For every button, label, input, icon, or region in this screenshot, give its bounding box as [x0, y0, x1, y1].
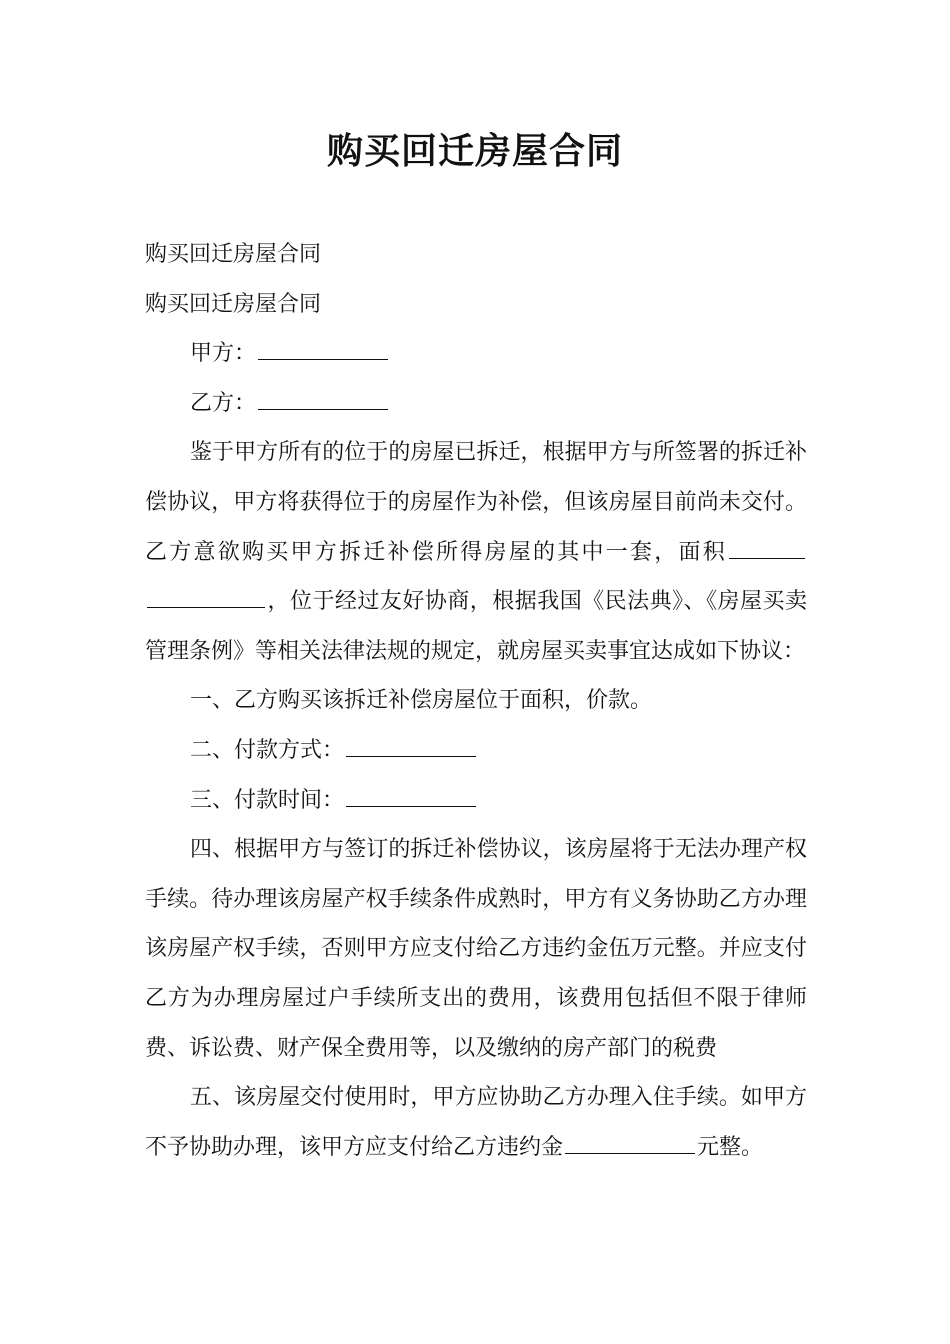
clause-5-text-2: 元整。 — [697, 1134, 764, 1160]
preamble-paragraph — [145, 428, 807, 676]
document-body — [145, 230, 807, 1172]
clause-5-text-1: 五、该房屋交付使用时，甲方应协助乙方办理入住手续。如甲方不予协助办理，该甲方应支付给乙方违约金 — [145, 1085, 807, 1160]
party-b-label: 乙方： — [190, 390, 257, 416]
clause-3-label: 三、付款时间： — [190, 787, 345, 813]
subtitle-line: 购买回迁房屋合同 — [145, 291, 322, 317]
clause-3 — [145, 776, 807, 826]
subtitle-line: 购买回迁房屋合同 — [145, 242, 322, 267]
clause-4: 四、根据甲方与签订的拆迁补偿协议，该房屋将于无法办理产权手续。待办理该房屋产权手续条件成熟时，甲方有义务协助乙方办理该房屋产权手续，否则甲方应支付给乙方违约金伍万元整。并应支付乙方为办理房屋过户手续所支出的费用，该费用包括但不限于律师费、诉讼费、财产保全费用等，以及缴纳的房产部门的税费 — [145, 837, 807, 1061]
clause-2 — [145, 726, 807, 776]
clause-2-label: 二、付款方式： — [190, 737, 345, 763]
party-a-blank — [258, 336, 388, 360]
payment-time-blank — [346, 782, 476, 806]
area-blank-continued — [147, 584, 265, 608]
party-b-blank — [258, 386, 388, 410]
document-title: 购买回迁房屋合同 — [326, 131, 623, 172]
penalty-amount-blank — [565, 1130, 695, 1154]
clause-5 — [145, 1073, 807, 1172]
area-blank — [729, 534, 805, 558]
payment-method-blank — [346, 733, 476, 757]
preamble-text-1: 鉴于甲方所有的位于的房屋已拆迁，根据甲方与所签署的拆迁补偿协议，甲方将获得位于的房屋作为补偿，但该房屋目前尚未交付。乙方意欲购买甲方拆迁补偿所得房屋的其中一套，面积 — [145, 440, 807, 565]
party-b-line — [145, 379, 807, 429]
party-a-line — [145, 329, 807, 379]
clause-1: 一、乙方购买该拆迁补偿房屋位于面积，价款。 — [190, 688, 653, 714]
party-a-label: 甲方： — [190, 341, 257, 367]
preamble-text-2: ，位于经过友好协商，根据我国《民法典》、《房屋买卖管理条例》等相关法律法规的规定，就房屋买卖事宜达成如下协议： — [145, 589, 807, 664]
